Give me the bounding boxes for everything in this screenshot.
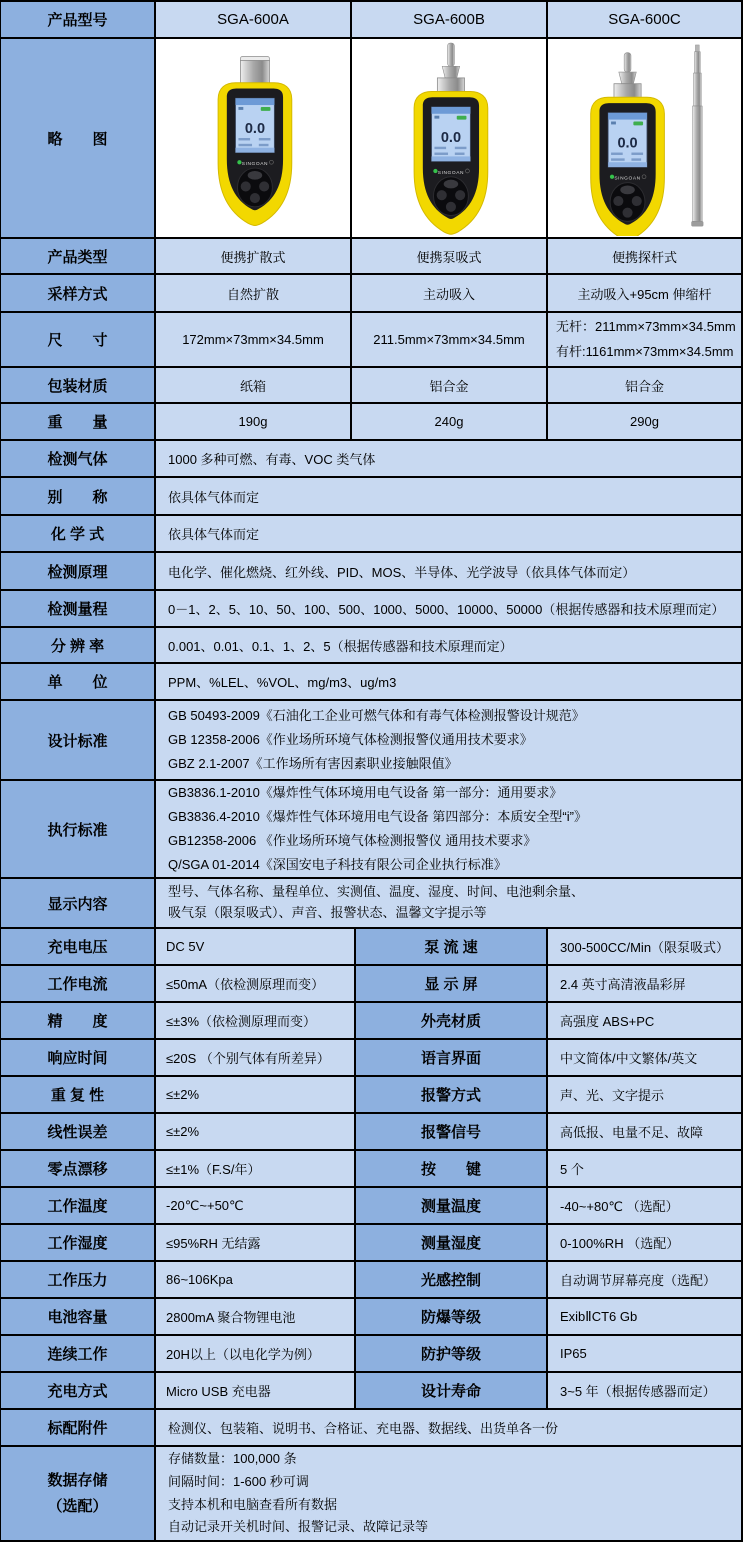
device-sga-600a-image bbox=[158, 40, 348, 236]
spec-label: 显 示 屏 bbox=[356, 966, 548, 1001]
table-row-resolution bbox=[1, 628, 743, 664]
lcd-screen bbox=[236, 98, 275, 152]
spec-label: 重 复 性 bbox=[1, 1077, 156, 1112]
row-value: 依具体气体而定 bbox=[156, 478, 743, 514]
spec-label: 测量湿度 bbox=[356, 1225, 548, 1260]
value-b: 主动吸入 bbox=[352, 275, 548, 311]
value-line: GB3836.1-2010《爆炸性气体环境用电气设备 第一部分：通用要求》 bbox=[168, 784, 563, 800]
spec-label: 语言界面 bbox=[356, 1040, 548, 1075]
svg-text:0.0: 0.0 bbox=[440, 129, 462, 146]
value-a: 190g bbox=[156, 404, 352, 439]
row-label: 产品类型 bbox=[1, 239, 156, 273]
row-label: 重 量 bbox=[1, 404, 156, 439]
value-line: 吸气泵（限泵吸式）、声音、报警状态、温馨文字提示等 bbox=[168, 905, 487, 920]
value-c: 主动吸入+95cm 伸缩杆 bbox=[548, 275, 743, 311]
spec-value: 86~106Kpa bbox=[156, 1262, 356, 1297]
spec-label: 光感控制 bbox=[356, 1262, 548, 1297]
spec-value: ≤50mA（依检测原理而变） bbox=[156, 966, 356, 1001]
row-value: 0－1、2、5、10、50、100、500、1000、5000、10000、50000（根据传感器和技术原理而定） bbox=[156, 591, 743, 626]
telescopic-rod bbox=[691, 45, 703, 226]
row-label: 检测气体 bbox=[1, 441, 156, 476]
table-row-packaging bbox=[1, 368, 743, 404]
table-row-formula bbox=[1, 516, 743, 553]
spec-value: 高强度 ABS+PC bbox=[548, 1003, 743, 1038]
row-value bbox=[156, 781, 743, 877]
keypad bbox=[433, 177, 468, 216]
value-b: 便携泵吸式 bbox=[352, 239, 548, 273]
value-line: GBZ 2.1-2007《工作场所有害因素职业接触限值》 bbox=[168, 756, 458, 772]
table-row-exec-standard bbox=[1, 781, 743, 879]
spec-label: 零点漂移 bbox=[1, 1151, 156, 1186]
spec-value: ≤±1%（F.S/年） bbox=[156, 1151, 356, 1186]
row-label: 检测原理 bbox=[1, 553, 156, 589]
value-line: 有杆:1161mm×73mm×34.5mm bbox=[556, 343, 734, 359]
spec-value: DC 5V bbox=[156, 929, 356, 964]
spec-label: 线性误差 bbox=[1, 1114, 156, 1149]
table-row-pair bbox=[1, 1077, 743, 1114]
value-b: 240g bbox=[352, 404, 548, 439]
spec-value: Micro USB 充电器 bbox=[156, 1373, 356, 1408]
header-model-sga-600a: SGA-600A bbox=[156, 2, 352, 37]
row-label: 检测量程 bbox=[1, 591, 156, 626]
spec-label: 充电电压 bbox=[1, 929, 156, 964]
pump-probe bbox=[437, 43, 464, 92]
svg-text:0.0: 0.0 bbox=[244, 121, 266, 138]
spec-value: -20℃~+50℃ bbox=[156, 1188, 356, 1223]
device-sga-600c-image bbox=[550, 40, 740, 236]
row-label: 单 位 bbox=[1, 664, 156, 699]
spec-label: 按 键 bbox=[356, 1151, 548, 1186]
row-label-line: （选配） bbox=[47, 1497, 108, 1515]
header-model-sga-600b: SGA-600B bbox=[352, 2, 548, 37]
row-label: 包装材质 bbox=[1, 368, 156, 402]
value-line: 支持本机和电脑查看所有数据 bbox=[168, 1496, 338, 1512]
spec-label: 响应时间 bbox=[1, 1040, 156, 1075]
spec-label: 设计寿命 bbox=[356, 1373, 548, 1408]
spec-value: ≤±2% bbox=[156, 1114, 356, 1149]
device-with-probe bbox=[590, 53, 664, 236]
spec-value: 自动调节屏幕亮度（选配） bbox=[548, 1262, 743, 1297]
spec-label: 工作温度 bbox=[1, 1188, 156, 1223]
value-a: 172mm×73mm×34.5mm bbox=[156, 313, 352, 366]
row-value: PPM、%LEL、%VOL、mg/m3、ug/m3 bbox=[156, 664, 743, 699]
row-label: 标配附件 bbox=[1, 1410, 156, 1445]
value-line: GB3836.4-2010《爆炸性气体环境用电气设备 第四部分：本质安全型“i”》 bbox=[168, 808, 587, 824]
table-row-accessories bbox=[1, 1410, 743, 1447]
value-c: 铝合金 bbox=[548, 368, 743, 402]
device-image-cell-b bbox=[352, 39, 548, 237]
value-c: 便携探杆式 bbox=[548, 239, 743, 273]
svg-text:0.0: 0.0 bbox=[616, 135, 638, 152]
row-label: 别 称 bbox=[1, 478, 156, 514]
value-c bbox=[548, 313, 743, 366]
row-label: 采样方式 bbox=[1, 275, 156, 311]
value-line: GB 12358-2006《作业场所环境气体检测报警仪通用技术要求》 bbox=[168, 731, 533, 747]
value-line: 间隔时间：1-600 秒可调 bbox=[168, 1473, 309, 1489]
table-row-pair bbox=[1, 1188, 743, 1225]
sketch-label: 略 图 bbox=[1, 39, 156, 237]
table-row-pair bbox=[1, 929, 743, 966]
table-row-pair bbox=[1, 1225, 743, 1262]
spec-value: 0-100%RH （选配） bbox=[548, 1225, 743, 1260]
spec-value: 300-500CC/Min（限泵吸式） bbox=[548, 929, 743, 964]
row-value: 依具体气体而定 bbox=[156, 516, 743, 551]
spec-label: 测量温度 bbox=[356, 1188, 548, 1223]
brand-text: SINGOAN bbox=[613, 176, 641, 182]
spec-value: ≤±3%（依检测原理而变） bbox=[156, 1003, 356, 1038]
brand-text: SINGOAN bbox=[241, 162, 269, 168]
table-row-pair bbox=[1, 1003, 743, 1040]
value-c: 290g bbox=[548, 404, 743, 439]
table-row-pair bbox=[1, 1336, 743, 1373]
value-line: Q/SGA 01-2014《深国安电子科技有限公司企业执行标准》 bbox=[168, 857, 507, 873]
row-label: 设计标准 bbox=[1, 701, 156, 779]
spec-value: IP65 bbox=[548, 1336, 743, 1371]
lcd-screen bbox=[432, 107, 471, 161]
spec-label: 精 度 bbox=[1, 1003, 156, 1038]
spec-label: 工作湿度 bbox=[1, 1225, 156, 1260]
row-label: 分 辨 率 bbox=[1, 628, 156, 662]
value-line: GB 50493-2009《石油化工企业可燃气体和有毒气体检测报警设计规范》 bbox=[168, 707, 585, 723]
table-row-size bbox=[1, 313, 743, 368]
header-model-sga-600c: SGA-600C bbox=[548, 2, 743, 37]
device-body bbox=[414, 91, 488, 234]
value-b: 211.5mm×73mm×34.5mm bbox=[352, 313, 548, 366]
spec-value: 声、光、文字提示 bbox=[548, 1077, 743, 1112]
table-row-pair bbox=[1, 1262, 743, 1299]
spec-value: 中文简体/中文繁体/英文 bbox=[548, 1040, 743, 1075]
value-a: 纸箱 bbox=[156, 368, 352, 402]
keypad bbox=[237, 168, 272, 207]
value-line: GB12358-2006 《作业场所环境气体检测报警仪 通用技术要求》 bbox=[168, 833, 537, 848]
device-body bbox=[590, 97, 664, 236]
spec-label: 充电方式 bbox=[1, 1373, 156, 1408]
table-row-unit bbox=[1, 664, 743, 701]
table-row-alias bbox=[1, 478, 743, 516]
spec-label: 工作电流 bbox=[1, 966, 156, 1001]
device-sga-600b-image bbox=[354, 40, 544, 236]
table-row-range bbox=[1, 591, 743, 628]
spec-label: 工作压力 bbox=[1, 1262, 156, 1297]
spec-label: 防护等级 bbox=[356, 1336, 548, 1371]
device-image-cell-a bbox=[156, 39, 352, 237]
row-label: 显示内容 bbox=[1, 879, 156, 927]
spec-value: 5 个 bbox=[548, 1151, 743, 1186]
lcd-screen bbox=[608, 113, 647, 167]
table-row-weight bbox=[1, 404, 743, 441]
spec-value: 2.4 英寸高清液晶彩屏 bbox=[548, 966, 743, 1001]
table-row-display-content bbox=[1, 879, 743, 929]
value-line: 存储数量：100,000 条 bbox=[168, 1451, 297, 1466]
row-value: 电化学、催化燃烧、红外线、PID、MOS、半导体、光学波导（依具体气体而定） bbox=[156, 553, 743, 589]
table-row-product-type bbox=[1, 239, 743, 275]
value-line: 自动记录开关机时间、报警记录、故障记录等 bbox=[168, 1519, 429, 1535]
pump-probe bbox=[613, 53, 640, 99]
value-a: 便携扩散式 bbox=[156, 239, 352, 273]
spec-value: 2800mA 聚合物锂电池 bbox=[156, 1299, 356, 1334]
table-row-pair bbox=[1, 1373, 743, 1410]
row-value: 1000 多种可燃、有毒、VOC 类气体 bbox=[156, 441, 743, 476]
value-a: 自然扩散 bbox=[156, 275, 352, 311]
spec-value: ExibⅡCT6 Gb bbox=[548, 1299, 743, 1334]
row-label bbox=[1, 1447, 156, 1540]
row-value bbox=[156, 701, 743, 779]
table-row-data-storage bbox=[1, 1447, 743, 1542]
spec-label: 电池容量 bbox=[1, 1299, 156, 1334]
row-value: 检测仪、包装箱、说明书、合格证、充电器、数据线、出货单各一份 bbox=[156, 1410, 743, 1445]
sketch-row bbox=[1, 39, 743, 239]
row-value bbox=[156, 1447, 743, 1540]
device-image-cell-c bbox=[548, 39, 743, 237]
brand-text: SINGOAN bbox=[437, 170, 465, 176]
row-label: 执行标准 bbox=[1, 781, 156, 877]
spec-label: 连续工作 bbox=[1, 1336, 156, 1371]
sensor-cap bbox=[240, 57, 269, 84]
keypad bbox=[610, 183, 645, 222]
table-row-pair bbox=[1, 966, 743, 1003]
table-row-sampling bbox=[1, 275, 743, 313]
table-row-pair bbox=[1, 1114, 743, 1151]
table-row-principle bbox=[1, 553, 743, 591]
table-row-pair bbox=[1, 1151, 743, 1188]
table-row-gas bbox=[1, 441, 743, 478]
row-value: 0.001、0.01、0.1、1、2、5（根据传感器和技术原理而定） bbox=[156, 628, 743, 662]
table-header-row bbox=[1, 2, 743, 39]
row-label: 化 学 式 bbox=[1, 516, 156, 551]
table-row-design-standard bbox=[1, 701, 743, 781]
spec-label: 防爆等级 bbox=[356, 1299, 548, 1334]
spec-value: 3~5 年（根据传感器而定） bbox=[548, 1373, 743, 1408]
spec-value: ≤±2% bbox=[156, 1077, 356, 1112]
table-row-pair bbox=[1, 1040, 743, 1077]
row-value bbox=[156, 879, 743, 927]
spec-value: -40~+80℃ （选配） bbox=[548, 1188, 743, 1223]
spec-value: 20H以上（以电化学为例） bbox=[156, 1336, 356, 1371]
spec-label: 报警信号 bbox=[356, 1114, 548, 1149]
value-line: 无杆：211mm×73mm×34.5mm bbox=[556, 319, 736, 335]
spec-value: ≤20S （个别气体有所差异） bbox=[156, 1040, 356, 1075]
table-row-pair bbox=[1, 1299, 743, 1336]
spec-label: 泵 流 速 bbox=[356, 929, 548, 964]
device-body bbox=[218, 83, 292, 226]
row-label-line: 数据存储 bbox=[47, 1472, 108, 1489]
row-label: 尺 寸 bbox=[1, 313, 156, 366]
spec-label: 报警方式 bbox=[356, 1077, 548, 1112]
spec-label: 外壳材质 bbox=[356, 1003, 548, 1038]
value-line: 型号、气体名称、量程单位、实测值、温度、湿度、时间、电池剩余量、 bbox=[168, 884, 585, 900]
spec-value: 高低报、电量不足、故障 bbox=[548, 1114, 743, 1149]
value-b: 铝合金 bbox=[352, 368, 548, 402]
header-product-model-label: 产品型号 bbox=[1, 2, 156, 37]
spec-value: ≤95%RH 无结露 bbox=[156, 1225, 356, 1260]
